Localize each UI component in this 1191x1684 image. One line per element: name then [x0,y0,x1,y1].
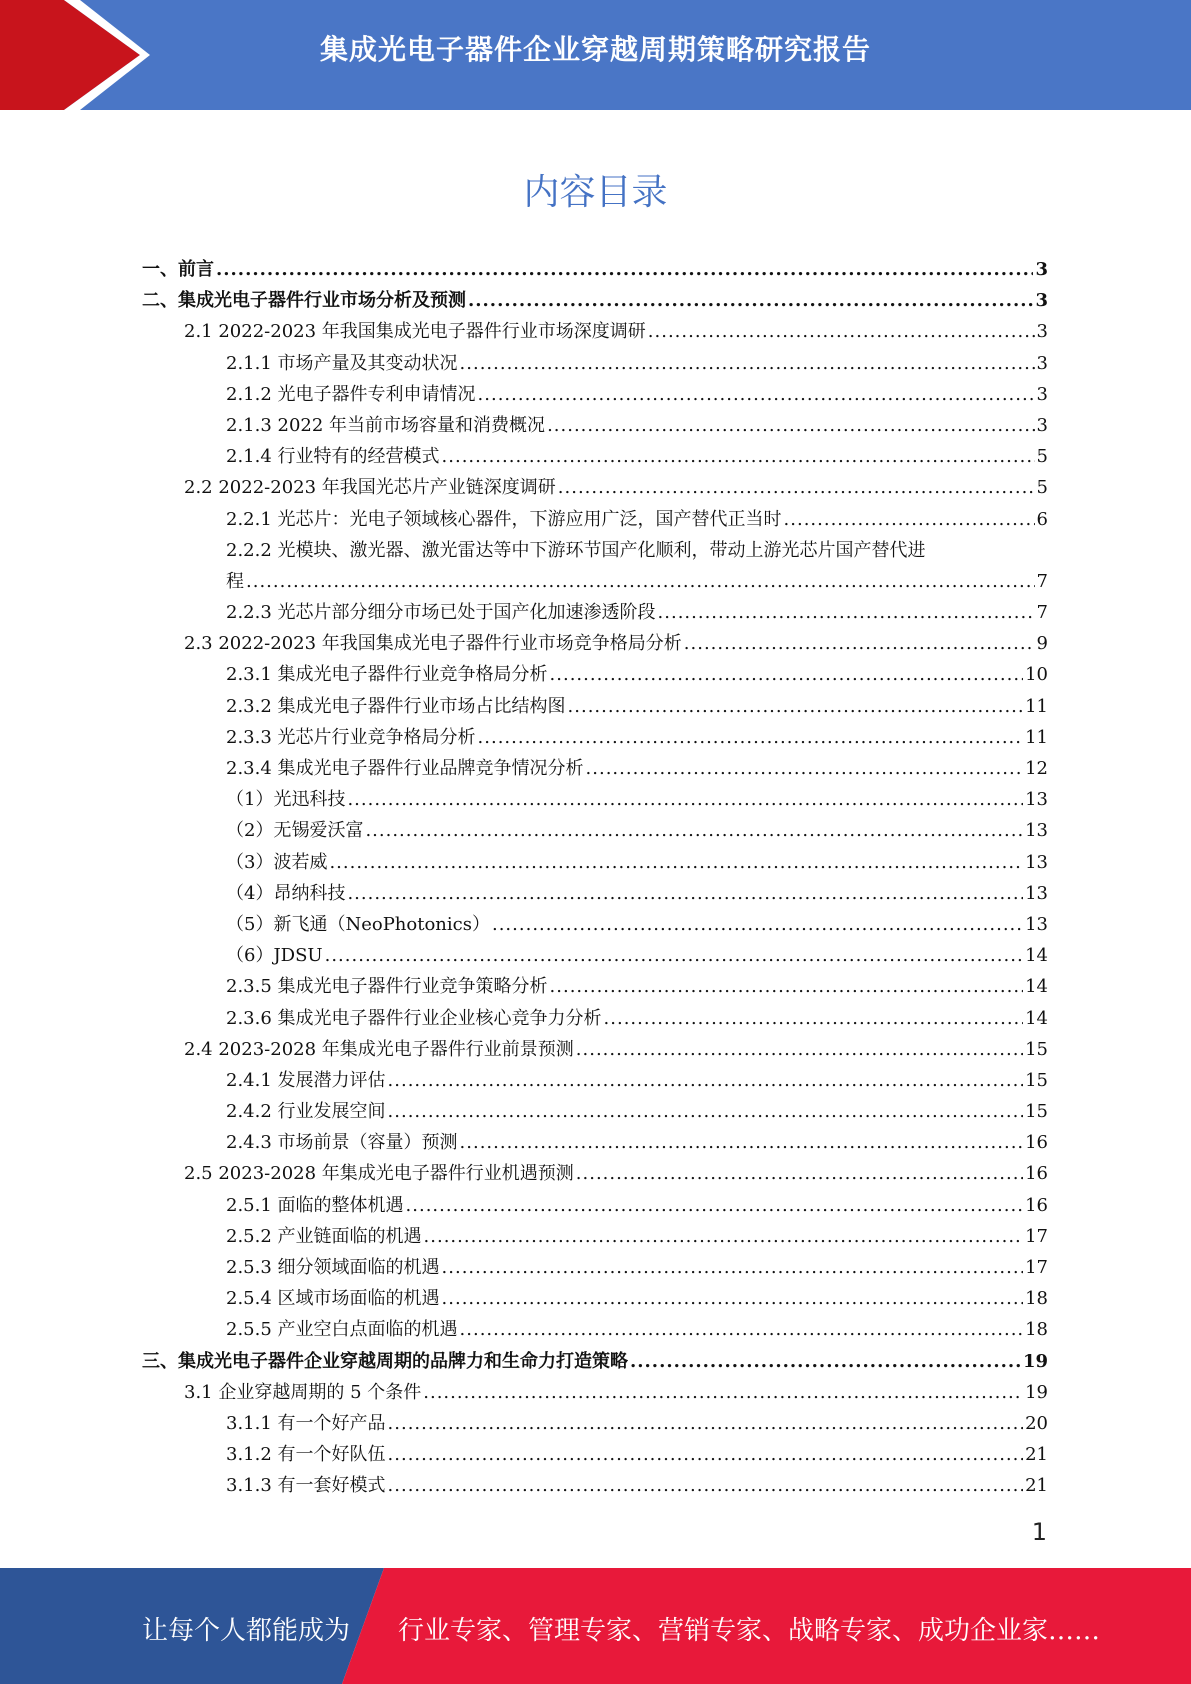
toc-entry[interactable] [142,1065,1048,1096]
toc-leader-dots [347,878,1023,909]
toc-entry-text: 2.3.5 集成光电子器件行业竞争策略分析 [226,976,548,998]
toc-entry[interactable] [142,1283,1048,1314]
toc-page-number: 19 [1022,1350,1048,1372]
toc-entry-text: 2.4 2023-2028 年集成光电子器件行业前景预测 [184,1038,574,1060]
toc-page-number: 5 [1036,477,1048,499]
toc-entry[interactable] [142,1127,1048,1158]
toc-page-number: 7 [1036,570,1048,592]
toc-page-number: 3 [1036,352,1048,374]
toc-page-number: 9 [1036,633,1048,655]
toc-heading: 内容目录 [523,172,668,213]
toc-leader-dots [460,1127,1024,1158]
toc-page-number: 19 [1025,1381,1048,1403]
toc-leader-dots [468,285,1033,316]
toc-page-number: 12 [1025,758,1048,779]
toc-page-number: 3 [1036,383,1048,405]
toc-entry-text: 三、集成光电子器件企业穿越周期的品牌力和生命力打造策略 [142,1350,628,1372]
toc-entry-text: 2.5 2023-2028 年集成光电子器件行业机遇预测 [184,1163,574,1185]
toc-page-number: 16 [1025,1163,1048,1185]
toc-entry-text: 2.3.1 集成光电子器件行业竞争格局分析 [226,664,548,686]
toc-entry[interactable] [142,691,1048,722]
toc-entry-text: 3.1.3 有一套好模式 [226,1475,386,1497]
toc-page-number: 7 [1036,602,1048,624]
toc-entry[interactable] [142,1190,1048,1221]
toc-entry-text: （2）无锡爱沃富 [226,820,364,842]
toc-leader-dots [478,379,1035,410]
toc-leader-dots [576,1158,1023,1189]
toc-leader-dots [586,753,1024,784]
toc-entry-text: 2.5.1 面临的整体机遇 [226,1194,404,1216]
toc-entry[interactable] [142,1408,1048,1439]
toc-entry-text: （3）波若威 [226,851,328,873]
toc-entry-text: 2.1.2 光电子器件专利申请情况 [226,383,476,405]
toc-leader-dots [365,815,1023,846]
toc-entry-text: 2.1.4 行业特有的经营模式 [226,446,440,468]
toc-entry-text: 3.1.2 有一个好队伍 [226,1444,386,1466]
toc-page-number: 16 [1025,1194,1048,1216]
toc-entry[interactable] [142,1096,1048,1127]
toc-leader-dots [576,1034,1023,1065]
toc-entry-text: 2.3 2022-2023 年我国集成光电子器件行业市场竞争格局分析 [184,633,682,655]
toc-entry-text: 3.1.1 有一个好产品 [226,1412,386,1434]
toc-entry-text: （4）昂纳科技 [226,882,346,904]
toc-page-number: 18 [1025,1288,1048,1310]
toc-page-number: 16 [1025,1132,1048,1154]
toc-entry[interactable] [142,348,1048,379]
toc-entry[interactable] [142,628,1048,659]
toc-entry[interactable] [142,504,1048,535]
toc-leader-dots [630,1346,1021,1377]
toc-entry-text: 一、前言 [142,259,214,280]
toc-entry-text: 2.5.4 区域市场面临的机遇 [226,1288,440,1310]
toc-leader-dots [568,691,1024,722]
toc-page-number: 13 [1025,820,1048,842]
table-of-contents [142,254,1048,1502]
toc-leader-dots [558,472,1035,503]
toc-page-number: 6 [1036,508,1048,530]
toc-entry[interactable] [142,472,1048,503]
toc-entry-text: 2.4.3 市场前景（容量）预测 [226,1132,458,1154]
toc-entry[interactable] [142,441,1048,472]
toc-entry[interactable] [142,815,1048,846]
toc-page-number: 14 [1025,1007,1048,1029]
toc-entry[interactable] [142,285,1048,316]
toc-entry[interactable] [142,659,1048,690]
footer-slogan-left: 让每个人都能成为 [142,1616,351,1646]
toc-entry[interactable] [142,597,1048,628]
toc-entry[interactable] [142,1314,1048,1345]
toc-leader-dots [550,659,1024,690]
toc-page-number: 18 [1025,1319,1048,1341]
toc-entry-text: 2.3.2 集成光电子器件行业市场占比结构图 [226,695,566,717]
toc-leader-dots [442,1252,1024,1283]
toc-leader-dots [388,1065,1024,1096]
toc-page-number: 14 [1025,976,1048,998]
toc-leader-dots [460,1314,1024,1345]
toc-leader-dots [388,1470,1024,1501]
toc-entry-text: 2.4.1 发展潜力评估 [226,1069,386,1091]
toc-leader-dots [478,722,1024,753]
toc-page-number: 15 [1025,1101,1048,1123]
toc-entry[interactable] [142,254,1048,285]
toc-leader-dots [406,1190,1024,1221]
toc-entry-text: 二、集成光电子器件行业市场分析及预测 [142,290,466,312]
toc-leader-dots [648,316,1035,347]
toc-entry-text: 3.1 企业穿越周期的 5 个条件 [184,1381,422,1403]
toc-page-number: 21 [1025,1475,1048,1497]
toc-entry-text: 2.3.4 集成光电子器件行业品牌竞争情况分析 [226,758,584,779]
toc-leader-dots [329,847,1023,878]
footer-slogan-right: 行业专家、管理专家、营销专家、战略专家、成功企业家…… [398,1616,1101,1646]
report-header-band [0,0,1191,110]
toc-leader-dots [460,348,1035,379]
toc-entry[interactable] [142,971,1048,1002]
toc-entry[interactable] [142,316,1048,347]
toc-entry-text: 2.2 2022-2023 年我国光芯片产业链深度调研 [184,477,556,499]
toc-leader-dots [424,1221,1024,1252]
toc-page-number: 15 [1025,1038,1048,1060]
toc-entry[interactable] [142,379,1048,410]
toc-entry[interactable] [142,410,1048,441]
toc-page-number: 5 [1036,446,1048,468]
toc-leader-dots [684,628,1035,659]
toc-entry-text: 2.3.6 集成光电子器件行业企业核心竞争力分析 [226,1007,602,1029]
toc-entry[interactable] [142,535,1048,597]
toc-page-number: 13 [1025,913,1048,935]
toc-leader-dots [492,909,1023,940]
toc-entry[interactable] [142,753,1048,784]
toc-entry[interactable] [142,940,1048,971]
toc-page-number: 13 [1025,882,1048,904]
toc-leader-dots [550,971,1024,1002]
toc-page-number: 13 [1025,789,1048,811]
toc-entry-text: 2.1 2022-2023 年我国集成光电子器件行业市场深度调研 [184,321,646,343]
toc-page-number: 3 [1035,290,1048,312]
toc-entry-text: 2.1.3 2022 年当前市场容量和消费概况 [226,414,546,436]
toc-page-number: 10 [1025,664,1048,686]
toc-entry-text: 2.5.3 细分领域面临的机遇 [226,1257,440,1278]
toc-entry-text: 2.2.3 光芯片部分细分市场已处于国产化加速渗透阶段 [226,602,656,624]
toc-page-number: 13 [1025,851,1048,873]
toc-leader-dots [347,784,1023,815]
toc-leader-dots [442,441,1035,472]
toc-leader-dots [423,1377,1023,1408]
toc-entry[interactable] [142,722,1048,753]
toc-page-number: 3 [1036,414,1048,436]
toc-page-number: 14 [1025,945,1048,967]
toc-entry[interactable] [142,1034,1048,1065]
toc-entry-continuation [226,566,1048,597]
toc-entry[interactable] [142,1221,1048,1252]
toc-entry[interactable] [142,1346,1048,1377]
toc-page-number: 21 [1025,1444,1048,1466]
toc-page-number: 11 [1025,726,1048,748]
toc-page-number: 3 [1035,259,1048,280]
toc-entry[interactable] [142,1003,1048,1034]
toc-leader-dots [216,254,1033,285]
toc-entry[interactable] [142,1439,1048,1470]
toc-entry-text: 2.3.3 光芯片行业竞争格局分析 [226,726,476,748]
toc-leader-dots [325,940,1023,971]
toc-page-number: 11 [1025,695,1048,717]
toc-leader-dots [658,597,1035,628]
toc-entry-text: 2.2.2 光模块、激光器、激光雷达等中下游环节国产化顺利，带动上游光芯片国产替代进 [226,539,926,561]
footer-band [0,1568,1191,1684]
toc-leader-dots [604,1003,1024,1034]
page-number: 1 [1031,1518,1047,1546]
toc-entry-text: （6）JDSU [226,945,323,967]
toc-leader-dots [442,1283,1024,1314]
toc-entry-text: 2.5.2 产业链面临的机遇 [226,1225,422,1247]
toc-entry-text: （1）光迅科技 [226,789,346,811]
toc-entry[interactable] [142,909,1048,940]
toc-entry-text: （5）新飞通（NeoPhotonics） [226,913,490,935]
toc-entry-text: 2.4.2 行业发展空间 [226,1101,386,1123]
toc-entry-text-cont: 程 [226,570,244,592]
toc-entry[interactable] [142,1470,1048,1501]
toc-entry[interactable] [142,847,1048,878]
toc-entry[interactable] [142,878,1048,909]
toc-leader-dots [388,1096,1024,1127]
toc-leader-dots [246,566,1035,597]
report-title: 集成光电子器件企业穿越周期策略研究报告 [319,33,871,66]
toc-page-number: 17 [1025,1225,1048,1247]
toc-page-number: 20 [1025,1412,1048,1434]
toc-leader-dots [388,1408,1024,1439]
toc-entry-text: 2.1.1 市场产量及其变动状况 [226,352,458,374]
toc-page-number: 3 [1036,321,1048,343]
toc-entry[interactable] [142,1377,1048,1408]
toc-leader-dots [388,1439,1024,1470]
toc-entry-text: 2.2.1 光芯片：光电子领域核心器件，下游应用广泛，国产替代正当时 [226,508,782,530]
toc-leader-dots [547,410,1034,441]
toc-entry[interactable] [142,784,1048,815]
toc-page-number: 17 [1025,1257,1048,1278]
toc-entry[interactable] [142,1252,1048,1283]
toc-entry-text: 2.5.5 产业空白点面临的机遇 [226,1319,458,1341]
toc-page-number: 15 [1025,1069,1048,1091]
toc-leader-dots [784,504,1035,535]
toc-entry[interactable] [142,1158,1048,1189]
